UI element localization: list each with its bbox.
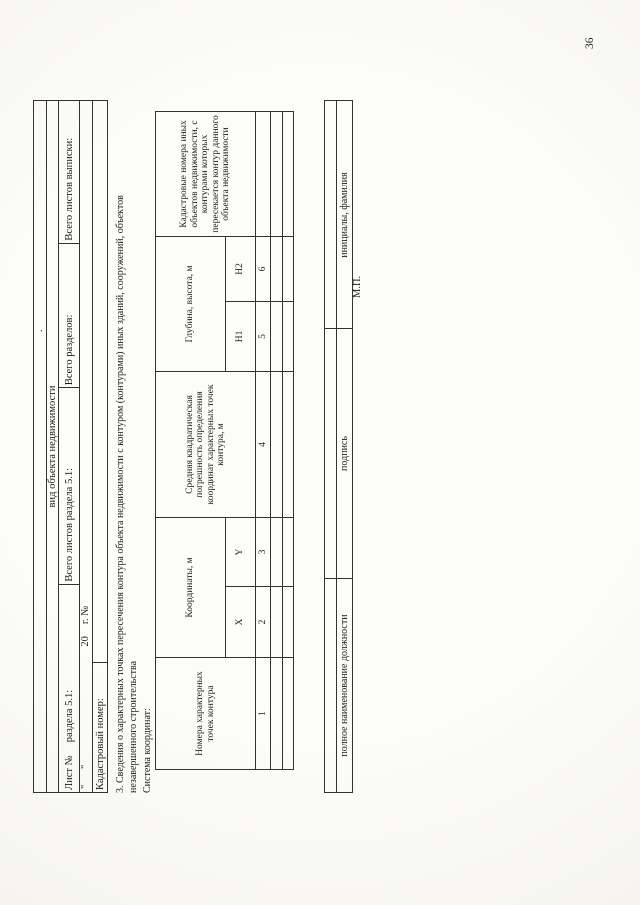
cadastral-numbers-header: Кадастровые номера иных объектов недвижимости, с контурами которых пересекается контур данного объекта недвижимости <box>156 111 256 236</box>
column-number-cell: 1 <box>256 658 271 770</box>
sheet-counts-row <box>58 101 79 792</box>
signature-table <box>324 100 353 793</box>
data-cell <box>283 236 294 301</box>
depth-height-header: Глубина, высота, м <box>156 236 226 371</box>
data-cell <box>283 658 294 770</box>
data-cell <box>271 371 283 517</box>
x-subheader: X <box>226 587 256 658</box>
date-row <box>79 101 92 792</box>
total-section-sheets-cell: Всего листов раздела 5.1: <box>59 388 79 584</box>
date-quotes: " " <box>80 764 91 789</box>
data-cell <box>271 587 283 658</box>
rmse-header: Средняя квадратическая погрешность определения координат характерных точек контура, м <box>156 371 256 517</box>
header-table <box>33 100 108 793</box>
date-year: 20 <box>80 636 91 647</box>
coordinate-system-label: Система координат: <box>142 708 153 793</box>
data-cell <box>283 517 294 586</box>
cadastral-number-row <box>92 101 107 792</box>
table-row <box>283 111 294 769</box>
signature-value-cell <box>325 329 336 579</box>
signature-labels-row <box>336 101 352 792</box>
h2-subheader: Н2 <box>226 236 256 301</box>
column-number-cell: 4 <box>256 371 271 517</box>
table-header-row <box>156 111 226 769</box>
date-suffix: г. № <box>80 605 91 625</box>
object-type-value-row <box>34 101 46 792</box>
column-number-cell <box>256 111 271 236</box>
data-cell <box>271 111 283 236</box>
sheet-number-cell: Лист № раздела 5.1: <box>63 689 75 790</box>
name-value-cell <box>325 102 336 329</box>
column-number-cell: 2 <box>256 587 271 658</box>
data-cell <box>283 111 294 236</box>
point-numbers-header: Номера характерных точек контура <box>156 658 256 770</box>
signature-empty-row <box>325 101 336 792</box>
contour-points-table <box>155 111 294 770</box>
table-row <box>271 111 283 769</box>
y-subheader: Y <box>226 517 256 586</box>
section3-title-line1: 3. Сведения о характерных точках пересечения контура объекта недвижимости с контуром (контурами) иных зданий, сооружений, объектов <box>115 195 126 793</box>
cadastral-number-label: Кадастровый номер: <box>93 662 107 792</box>
total-sections-cell: Всего разделов: <box>59 244 79 389</box>
section3-title-line2: незавершенного строительства <box>128 660 139 793</box>
object-type-caption: вид объекта недвижимости <box>47 385 58 508</box>
cadastral-number-value-cell <box>93 101 107 662</box>
column-numbers-row <box>256 111 271 769</box>
date-cell <box>80 101 92 792</box>
page-number: 36 <box>584 37 596 49</box>
object-type-caption-row <box>46 101 58 792</box>
data-cell <box>271 301 283 371</box>
data-cell <box>283 301 294 371</box>
coordinates-header: Координаты, м <box>156 517 226 657</box>
name-label: инициалы, фамилия <box>337 102 352 329</box>
column-number-cell: 3 <box>256 517 271 586</box>
column-number-cell: 5 <box>256 301 271 371</box>
section3-block <box>114 101 154 793</box>
data-cell <box>283 587 294 658</box>
signature-label: подпись <box>337 329 352 579</box>
column-number-cell: 6 <box>256 236 271 301</box>
data-cell <box>271 658 283 770</box>
stamp-mark: М.П. <box>352 275 363 298</box>
data-cell <box>283 371 294 517</box>
position-value-cell <box>325 579 336 792</box>
data-cell <box>271 236 283 301</box>
total-extract-sheets-cell: Всего листов выписки: <box>59 101 79 244</box>
h1-subheader: Н1 <box>226 301 256 371</box>
position-label: полное наименование должности <box>339 614 350 757</box>
object-type-value-cell: . <box>34 329 45 332</box>
data-cell <box>271 517 283 586</box>
